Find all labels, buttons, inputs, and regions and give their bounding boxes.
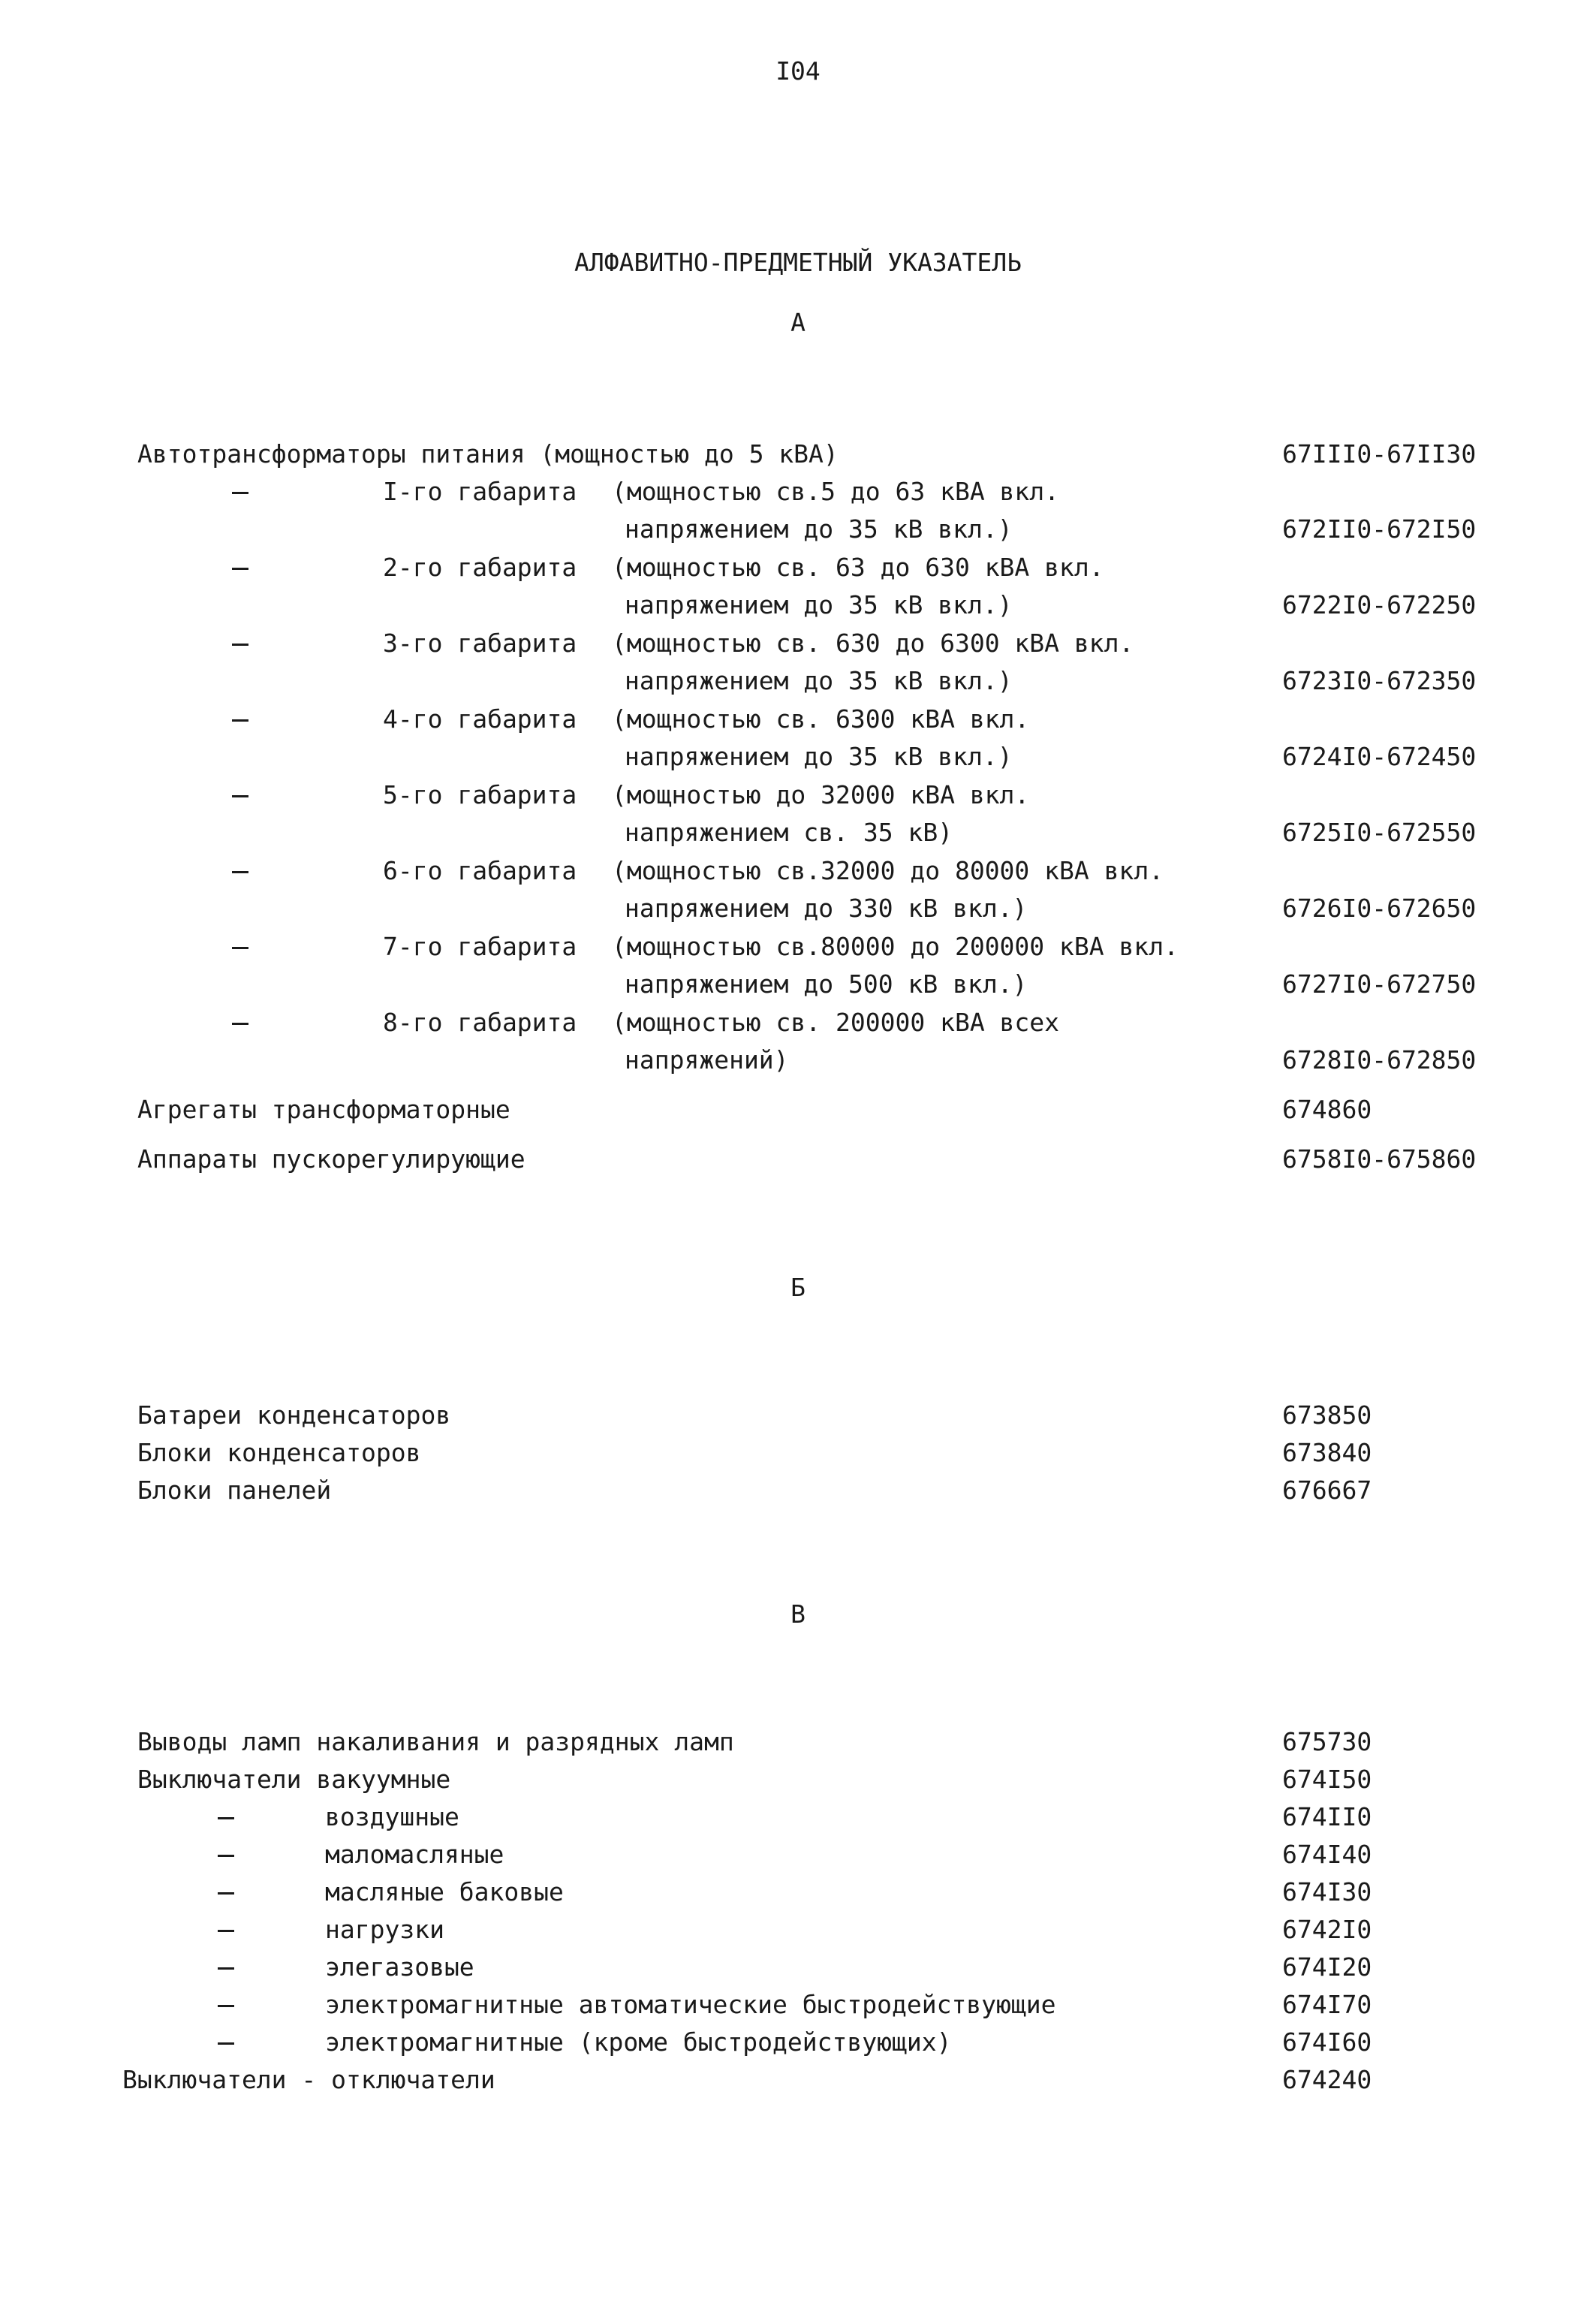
subentry-code: 674I20 [1282, 1952, 1372, 1982]
subentry-code: 6722I0-672250 [1282, 590, 1477, 619]
index-entry-code: 673840 [1282, 1438, 1372, 1467]
index-entry-text: Аппараты пускорегулирующие [137, 1144, 525, 1174]
subentry-label: электромагнитные (кроме быстродействующих) [325, 2027, 952, 2057]
subentry-label: 8-го габарита [383, 1008, 577, 1037]
index-entry-code: 673850 [1282, 1400, 1372, 1430]
index-entry-code: 674I50 [1282, 1765, 1372, 1794]
index-entry-text: Выключатели вакуумные [137, 1765, 451, 1794]
subentry-code: 6728I0-672850 [1282, 1045, 1477, 1075]
subentry-desc: (мощностью до 32000 кВА вкл. [612, 780, 1030, 809]
dash-marker [218, 1855, 234, 1857]
subentry-label: воздушные [325, 1802, 459, 1831]
subentry-desc: (мощностью св. 200000 кВА всех [612, 1008, 1060, 1037]
dash-marker [218, 1892, 234, 1895]
index-entry-text: Выключатели - отключатели [122, 2065, 495, 2094]
dash-marker [218, 2005, 234, 2007]
section-letter-b: Б [790, 1273, 806, 1302]
dash-marker [232, 568, 248, 570]
dash-marker [218, 1817, 234, 1819]
subentry-code: 674I60 [1282, 2027, 1372, 2057]
subentry-desc: (мощностью св. 63 до 630 кВА вкл. [612, 553, 1104, 582]
subentry-label: маломасляные [325, 1840, 504, 1869]
dash-marker [232, 1023, 248, 1025]
subentry-desc: (мощностью св.80000 до 200000 кВА вкл. [612, 932, 1179, 961]
subentry-label: 7-го габарита [383, 932, 577, 961]
dash-marker [218, 2042, 234, 2045]
subentry-desc-cont: напряжением до 35 кВ вкл.) [625, 666, 1013, 695]
dash-marker [232, 871, 248, 873]
index-entry-text: Блоки панелей [137, 1476, 332, 1505]
subentry-desc-cont: напряжением до 35 кВ вкл.) [625, 514, 1013, 544]
subentry-desc-cont: напряжением до 330 кВ вкл.) [625, 894, 1028, 923]
dash-marker [232, 719, 248, 722]
subentry-desc: (мощностью св.32000 до 80000 кВА вкл. [612, 856, 1164, 885]
dash-marker [232, 644, 248, 646]
subentry-desc-cont: напряжением до 500 кВ вкл.) [625, 969, 1028, 999]
subentry-label: масляные баковые [325, 1877, 564, 1907]
subentry-code: 6727I0-672750 [1282, 969, 1477, 999]
index-entry-text: Батареи конденсаторов [137, 1400, 451, 1430]
subentry-code: 674II0 [1282, 1802, 1372, 1831]
subentry-code: 6724I0-672450 [1282, 742, 1477, 771]
subentry-label: 5-го габарита [383, 780, 577, 809]
subentry-desc-cont: напряжением до 35 кВ вкл.) [625, 742, 1013, 771]
section-letter-v: В [790, 1599, 806, 1629]
subentry-code: 6726I0-672650 [1282, 894, 1477, 923]
index-entry-text: Блоки конденсаторов [137, 1438, 421, 1467]
subentry-label: 4-го габарита [383, 704, 577, 734]
subentry-label: элегазовые [325, 1952, 474, 1982]
index-entry-code: 676667 [1282, 1476, 1372, 1505]
index-entry-code: 67III0-67II30 [1282, 439, 1477, 469]
dash-marker [232, 795, 248, 797]
subentry-desc: (мощностью св.5 до 63 кВА вкл. [612, 477, 1060, 506]
subentry-code: 6723I0-672350 [1282, 666, 1477, 695]
page-number: I04 [775, 56, 821, 86]
subentry-code: 672II0-672I50 [1282, 514, 1477, 544]
subentry-label: 2-го габарита [383, 553, 577, 582]
subentry-desc: (мощностью св. 6300 кВА вкл. [612, 704, 1030, 734]
subentry-code: 674I30 [1282, 1877, 1372, 1907]
index-entry-code: 674860 [1282, 1095, 1372, 1124]
index-entry-text: Выводы ламп накаливания и разрядных ламп [137, 1727, 734, 1756]
subentry-code: 6742I0 [1282, 1915, 1372, 1944]
dash-marker [218, 1967, 234, 1970]
subentry-label: 6-го габарита [383, 856, 577, 885]
subentry-label: электромагнитные автоматические быстродействующие [325, 1990, 1056, 2019]
index-entry-text: Автотрансформаторы питания (мощностью до 5 кВА) [137, 439, 839, 469]
subentry-code: 674I70 [1282, 1990, 1372, 2019]
index-entry-code: 675730 [1282, 1727, 1372, 1756]
subentry-desc-cont: напряжением до 35 кВ вкл.) [625, 590, 1013, 619]
page-title: АЛФАВИТНО-ПРЕДМЕТНЫЙ УКАЗАТЕЛЬ [574, 248, 1022, 277]
subentry-desc-cont: напряжением св. 35 кВ) [625, 818, 953, 847]
subentry-desc: (мощностью св. 630 до 6300 кВА вкл. [612, 628, 1134, 658]
subentry-code: 674I40 [1282, 1840, 1372, 1869]
index-entry-text: Агрегаты трансформаторные [137, 1095, 510, 1124]
subentry-label: I-го габарита [383, 477, 577, 506]
section-letter-a: А [790, 308, 806, 337]
index-entry-code: 674240 [1282, 2065, 1372, 2094]
subentry-label: нагрузки [325, 1915, 444, 1944]
dash-marker [232, 492, 248, 494]
dash-marker [232, 947, 248, 949]
subentry-label: 3-го габарита [383, 628, 577, 658]
dash-marker [218, 1930, 234, 1932]
index-entry-code: 6758I0-675860 [1282, 1144, 1477, 1174]
subentry-desc-cont: напряжений) [625, 1045, 789, 1075]
subentry-code: 6725I0-672550 [1282, 818, 1477, 847]
